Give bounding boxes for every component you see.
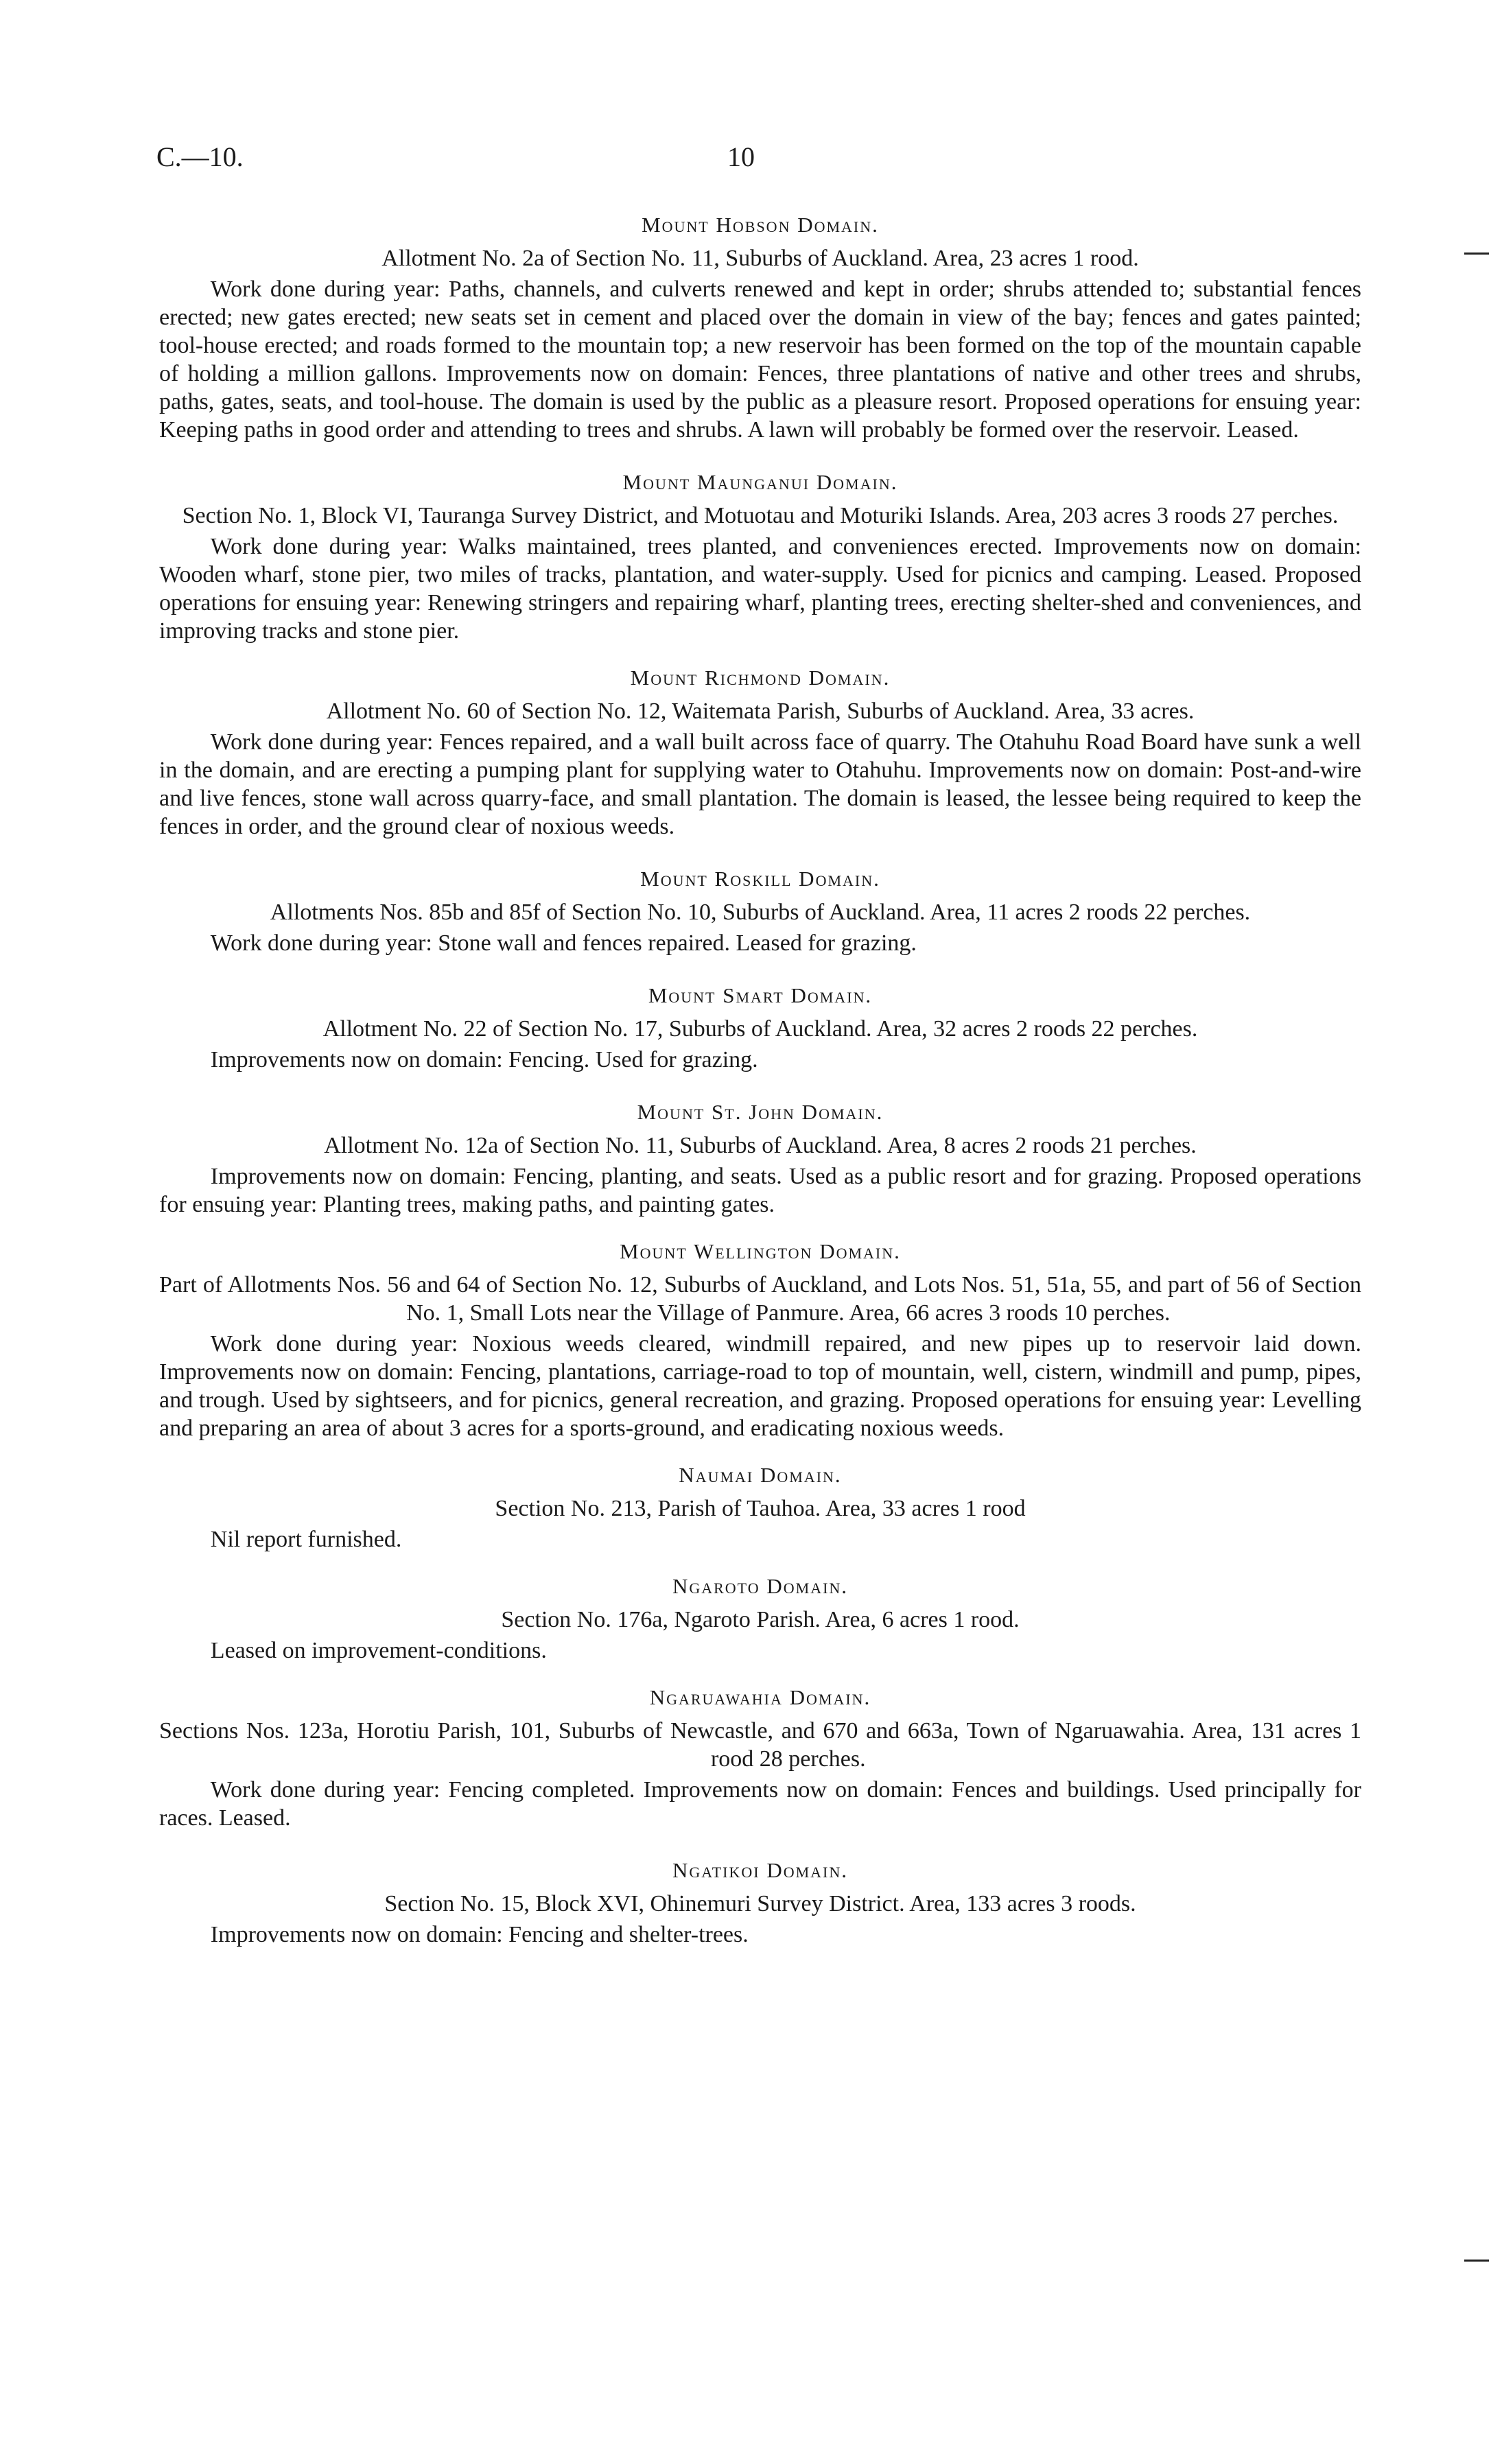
section-location: Allotment No. 22 of Section No. 17, Suburbs of Auckland. Area, 32 acres 2 roods 22 perches. (322, 1016, 1198, 1042)
domain-section (159, 1239, 1361, 1442)
section-title: Mount Maunganui Domain. (622, 470, 898, 494)
section-body: Work done during year: Fencing completed. Improvements now on domain: Fences and buildings. Used principally for races. Leased. (159, 1777, 1361, 1831)
section-body: Improvements now on domain: Fencing. Used for grazing. (210, 1047, 758, 1072)
domain-section (159, 470, 1361, 645)
section-body: Leased on improvement-conditions. (210, 1638, 547, 1663)
domain-section (159, 1685, 1361, 1832)
section-location: Section No. 15, Block XVI, Ohinemuri Survey District. Area, 133 acres 3 roods. (384, 1891, 1136, 1916)
section-title: Mount Roskill Domain. (640, 867, 880, 891)
domain-section (159, 1100, 1361, 1219)
section-body: Work done during year: Paths, channels, and culverts renewed and kept in order; shrubs attended to; substantial fences erected; new gates erected; new seats set in cement and placed over the domain in view of the bay; fences and gates painted; tool-house erected; and roads formed to the mountain top; a new reservoir has been formed on the top of the mountain capable of holding a million gallons. Improvements now on domain: Fences, three plantations of native and other trees and shrubs, paths, gates, seats, and tool-house. The domain is used by the public as a pleasure resort. Proposed operations for ensuing year: Keeping paths in good order and attending to trees and shrubs. A lawn will probably be formed over the reservoir. Leased. (159, 277, 1361, 443)
page-number: 10 (727, 141, 755, 172)
document-reference: C.—10. (156, 141, 244, 172)
section-location: Sections Nos. 123a, Horotiu Parish, 101, Suburbs of Newcastle, and 670 and 663a, Town of Ngaruawahia. Area, 131 acres 1 rood 28 perches. (159, 1718, 1361, 1772)
section-location: Allotment No. 12a of Section No. 11, Suburbs of Auckland. Area, 8 acres 2 roods 21 perches. (324, 1133, 1197, 1158)
section-body: Work done during year: Fences repaired, and a wall built across face of quarry. The Otahuhu Road Board have sunk a well in the domain, and are erecting a pumping plant for supplying water to Otahuhu. Improvements now on domain: Post-and-wire and live fences, stone wall across quarry-face, and small plantation. The domain is leased, the lessee being required to keep the fences in order, and the ground clear of noxious weeds. (159, 729, 1361, 839)
section-body: Work done during year: Walks maintained, trees planted, and conveniences erected. Improvements now on domain: Wooden wharf, stone pier, two miles of tracks, plantation, and water-supply. Used for picnics and camping. Leased. Proposed operations for ensuing year: Renewing stringers and repairing wharf, planting trees, erecting shelter-shed and conveniences, and improving tracks and stone pier. (159, 534, 1361, 644)
section-location: Allotments Nos. 85b and 85f of Section No. 10, Suburbs of Auckland. Area, 11 acres 2 roods 22 perches. (270, 900, 1251, 925)
section-body: Improvements now on domain: Fencing, planting, and seats. Used as a public resort and for grazing. Proposed operations for ensuing year: Planting trees, making paths, and painting gates. (159, 1164, 1361, 1217)
section-body: Work done during year: Noxious weeds cleared, windmill repaired, and new pipes up to reservoir laid down. Improvements now on domain: Fencing, plantations, carriage-road to top of mountain, well, cistern, windmill and pump, pipes, and trough. Used by sightseers, and for picnics, general recreation, and grazing. Proposed operations for ensuing year: Levelling and preparing an area of about 3 acres for a sports-ground, and eradicating noxious weeds. (159, 1331, 1361, 1441)
section-body: Nil report furnished. (210, 1527, 402, 1552)
section-title: Mount Wellington Domain. (620, 1239, 901, 1263)
section-body: Improvements now on domain: Fencing and shelter-trees. (210, 1922, 749, 1947)
section-title: Mount St. John Domain. (637, 1100, 884, 1124)
section-title: Mount Smart Domain. (648, 983, 873, 1007)
section-title: Mount Hobson Domain. (642, 213, 879, 237)
domain-section (159, 1858, 1361, 1949)
section-location: Section No. 176a, Ngaroto Parish. Area, 6 acres 1 rood. (501, 1607, 1020, 1632)
domain-section (159, 867, 1361, 957)
domain-section (159, 666, 1361, 841)
section-title: Mount Richmond Domain. (630, 666, 891, 690)
section-title: Ngaruawahia Domain. (649, 1685, 871, 1709)
domain-section (159, 1574, 1361, 1665)
section-location: Section No. 213, Parish of Tauhoa. Area, 33 acres 1 rood (495, 1496, 1026, 1521)
section-location: Part of Allotments Nos. 56 and 64 of Section No. 12, Suburbs of Auckland, and Lots Nos. 51, 51a, 55, and part of 56 of Section No. 1, Small Lots near the Village of Panmure. Area, 66 acres 3 roods 10 perches. (159, 1272, 1361, 1326)
section-title: Ngaroto Domain. (672, 1574, 849, 1598)
domain-section (159, 1463, 1361, 1553)
domain-report-content (159, 213, 1361, 1949)
domain-section (159, 213, 1361, 444)
domain-section (159, 983, 1361, 1074)
section-body: Work done during year: Stone wall and fences repaired. Leased for grazing. (210, 930, 917, 956)
section-title: Naumai Domain. (679, 1463, 842, 1487)
section-location: Section No. 1, Block VI, Tauranga Survey District, and Motuotau and Moturiki Islands. Area, 203 acres 3 roods 27 perches. (182, 503, 1339, 528)
section-location: Allotment No. 2a of Section No. 11, Suburbs of Auckland. Area, 23 acres 1 rood. (381, 246, 1139, 271)
section-location: Allotment No. 60 of Section No. 12, Waitemata Parish, Suburbs of Auckland. Area, 33 acres. (326, 699, 1195, 724)
margin-mark (1464, 253, 1489, 255)
section-title: Ngatikoi Domain. (672, 1858, 849, 1882)
margin-mark (1464, 2260, 1489, 2262)
